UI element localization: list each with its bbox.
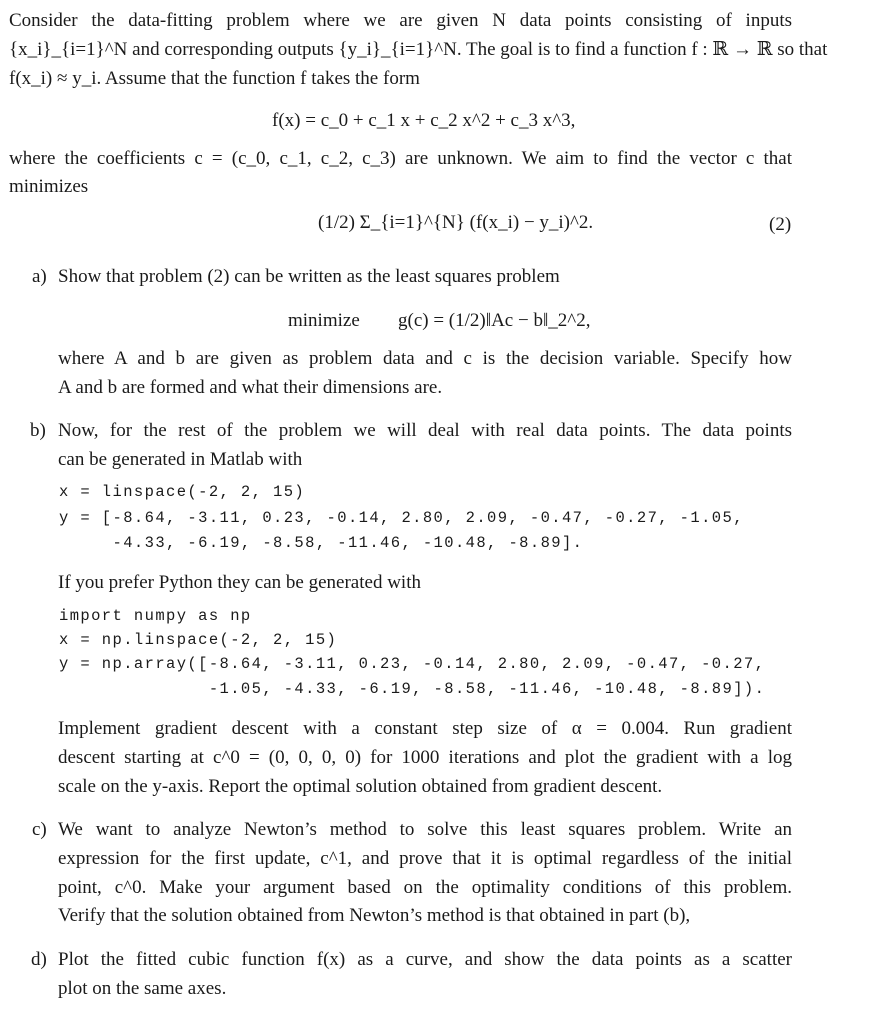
part-c-line-2: expression for the first update, c^1, and prove that it is optimal regardless of the initial [58,848,792,869]
part-d-label: d) [31,949,47,970]
python-intro: If you prefer Python they can be generated with [58,572,421,593]
intro-line-5: minimizes [9,176,89,197]
python-code-line-2: x = np.linspace(-2, 2, 15) [59,631,338,649]
objective-equation: (1/2) Σ_{i=1}^{N} (f(x_i) − y_i)^2. [318,212,594,233]
part-a-line-1: Show that problem (2) can be written as the least squares problem [58,266,560,287]
python-code-line-4: -1.05, -4.33, -6.19, -8.58, -11.46, -10.48, -8.89]). [59,680,766,698]
part-d-line-2: plot on the same axes. [58,978,227,999]
python-code-line-3: y = np.array([-8.64, -3.11, 0.23, -0.14, 2.80, 2.09, -0.47, -0.27, [59,655,766,673]
part-a-line-2: where A and b are given as problem data and c is the decision variable. Specify how [58,348,792,369]
matlab-code-line-1: x = linspace(-2, 2, 15) [59,483,306,501]
intro-line-3: f(x_i) ≈ y_i. Assume that the function f takes the form [9,68,420,89]
intro-line-2: {x_i}_{i=1}^N and corresponding outputs {y_i}_{i=1}^N. The goal is to find a function f : ℝ → ℝ so that [9,39,828,60]
part-a-line-3: A and b are formed and what their dimensions are. [58,377,443,398]
intro-line-1-text: Consider the data-fitting problem where we are given N data points consisting of inputs [9,10,792,31]
matlab-code-line-3: -4.33, -6.19, -8.58, -11.46, -10.48, -8.89]. [59,534,584,552]
part-b-line-5: scale on the y-axis. Report the optimal solution obtained from gradient descent. [58,776,663,797]
intro-line-4: where the coefficients c = (c_0, c_1, c_2, c_3) are unknown. We aim to find the vector c that [9,148,792,169]
part-c-line-3: point, c^0. Make your argument based on the optimality conditions of this problem. [58,877,792,898]
part-b-label: b) [30,420,46,441]
part-c-line-1: We want to analyze Newton’s method to solve this least squares problem. Write an [58,819,792,840]
part-b-line-1: Now, for the rest of the problem we will deal with real data points. The data points [58,420,792,441]
equation-number: (2) [769,214,792,235]
part-a-label: a) [32,266,47,287]
intro-line-1 [9,8,792,34]
part-c-label: c) [32,819,47,840]
part-a-problem: g(c) = (1/2)‖Ac − b‖_2^2, [398,310,591,331]
part-c-line-4: Verify that the solution obtained from Newton’s method is that obtained in part (b), [58,905,691,926]
part-b-line-3: Implement gradient descent with a constant step size of α = 0.004. Run gradient [58,718,792,739]
matlab-code-line-2: y = [-8.64, -3.11, 0.23, -0.14, 2.80, 2.09, -0.47, -0.27, -1.05, [59,509,744,527]
part-a-minimize: minimize [288,310,360,331]
python-code-line-1: import numpy as np [59,607,252,625]
model-equation: f(x) = c_0 + c_1 x + c_2 x^2 + c_3 x^3, [272,110,576,131]
part-b-line-2: can be generated in Matlab with [58,449,303,470]
part-b-line-4: descent starting at c^0 = (0, 0, 0, 0) for 1000 iterations and plot the gradient with a log [58,747,792,768]
part-d-line-1: Plot the fitted cubic function f(x) as a curve, and show the data points as a scatter [58,949,792,970]
